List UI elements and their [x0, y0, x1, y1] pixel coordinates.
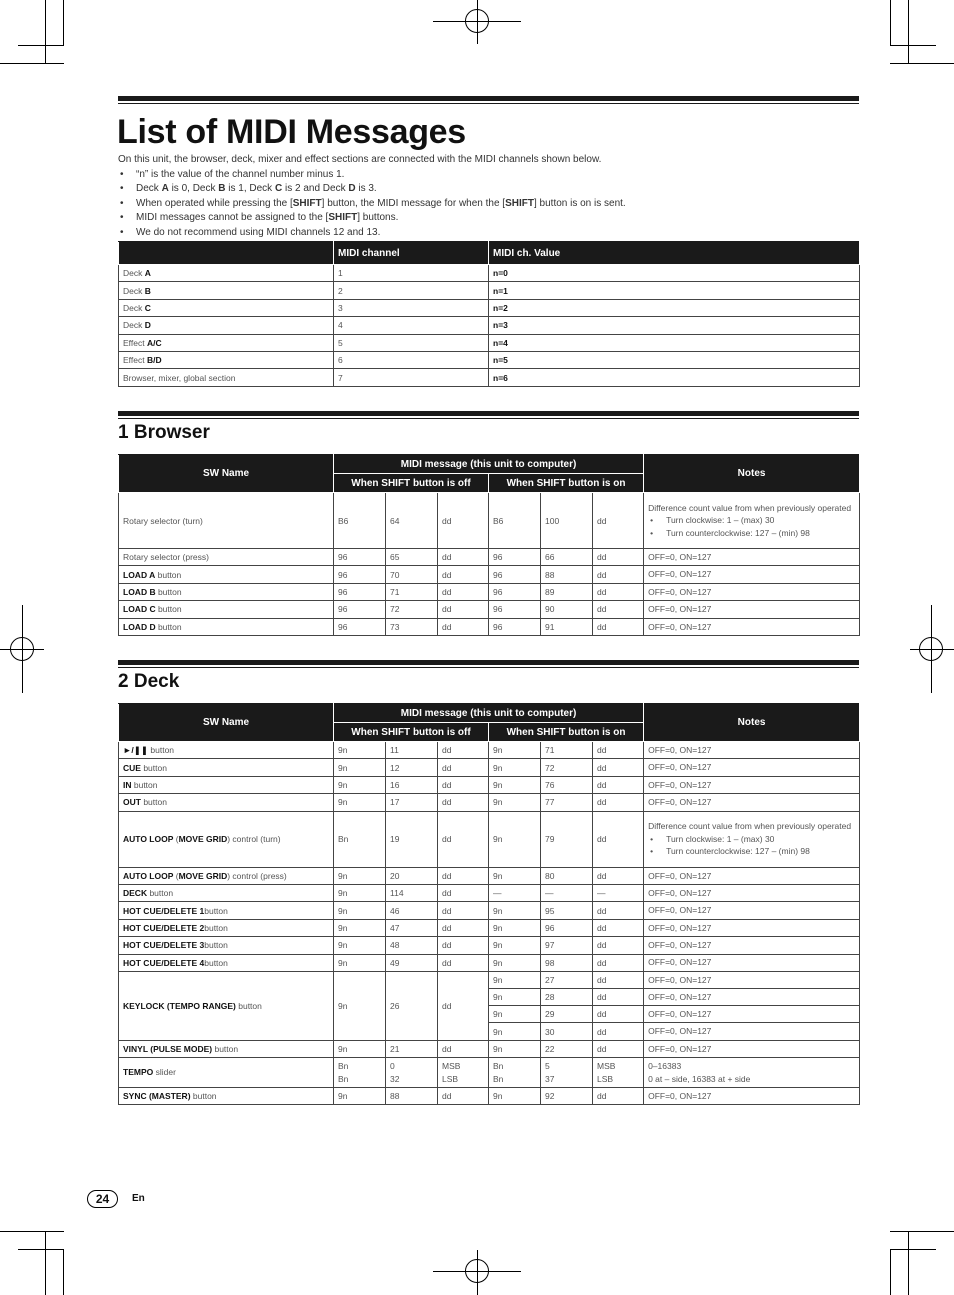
crop-mark	[890, 1249, 936, 1250]
crop-mark	[18, 1249, 64, 1250]
table-cell: 9n	[334, 971, 386, 1040]
crop-mark	[931, 605, 932, 693]
table-cell: 96	[489, 618, 541, 635]
notes-cell: OFF=0, ON=127	[644, 776, 860, 793]
table-row	[119, 369, 860, 386]
table-cell: 9n	[334, 759, 386, 776]
table-cell: 95	[541, 902, 593, 919]
table-cell: 16	[386, 776, 438, 793]
table-cell: dd	[438, 884, 489, 901]
intro-bullet: • MIDI messages cannot be assigned to the [SHIFT] buttons.	[118, 211, 859, 226]
column-header-shift-on: When SHIFT button is on	[489, 474, 644, 493]
table-cell: 12	[386, 759, 438, 776]
table-cell: 100	[541, 493, 593, 549]
table-cell: dd	[593, 919, 644, 936]
table-cell: Bn	[334, 811, 386, 867]
table-cell: 96	[489, 583, 541, 600]
table-cell: dd	[438, 794, 489, 811]
table-cell: dd	[593, 1006, 644, 1023]
notes-bullet: • Turn clockwise: 1 – (max) 30	[648, 833, 855, 846]
table-cell: 9n	[489, 971, 541, 988]
table-row	[119, 583, 860, 600]
table-cell: 9n	[489, 1088, 541, 1105]
column-header-midi-message: MIDI message (this unit to computer)	[334, 455, 644, 474]
table-row	[119, 742, 860, 759]
table-cell: 21	[386, 1040, 438, 1057]
table-row	[119, 937, 860, 954]
table-cell: 9n	[489, 794, 541, 811]
sw-name-cell: CUE button	[119, 759, 334, 776]
table-cell: 22	[541, 1040, 593, 1057]
midi-channel-table	[118, 241, 860, 387]
table-row	[119, 1040, 860, 1057]
table-row	[119, 971, 860, 988]
table-cell: dd	[438, 549, 489, 566]
table-cell: 3	[334, 299, 489, 316]
notes-bullet: • Turn clockwise: 1 – (max) 30	[648, 514, 855, 527]
table-cell: 88	[386, 1088, 438, 1105]
table-row	[119, 618, 860, 635]
sw-name-cell: LOAD A button	[119, 566, 334, 583]
column-header-shift-off: When SHIFT button is off	[334, 474, 489, 493]
column-header-midi-message: MIDI message (this unit to computer)	[334, 704, 644, 723]
sw-name-cell: IN button	[119, 776, 334, 793]
table-cell: dd	[593, 759, 644, 776]
sw-name-cell: Rotary selector (turn)	[119, 493, 334, 549]
table-row	[119, 549, 860, 566]
sw-name-cell: KEYLOCK (TEMPO RANGE) button	[119, 971, 334, 1040]
sw-name-cell: ►/❚❚ button	[119, 742, 334, 759]
table-cell: 26	[386, 971, 438, 1040]
table-cell: 9n	[334, 884, 386, 901]
table-cell: dd	[438, 776, 489, 793]
intro-bullet: • Deck A is 0, Deck B is 1, Deck C is 2 and Deck D is 3.	[118, 182, 859, 197]
table-cell: 9n	[489, 1040, 541, 1057]
table-row	[119, 794, 860, 811]
table-cell: dd	[438, 971, 489, 1040]
crop-mark	[890, 63, 954, 64]
channel-value-cell: n=0	[489, 265, 860, 282]
column-header-shift-off: When SHIFT button is off	[334, 723, 489, 742]
notes-cell: OFF=0, ON=127	[644, 794, 860, 811]
section-rule	[118, 411, 859, 419]
table-cell: B6	[489, 493, 541, 549]
table-cell: 91	[541, 618, 593, 635]
notes-cell: OFF=0, ON=127	[644, 618, 860, 635]
column-header-shift-on: When SHIFT button is on	[489, 723, 644, 742]
channel-name-cell: Deck A	[119, 265, 334, 282]
sw-name-cell: LOAD C button	[119, 601, 334, 618]
crop-mark	[0, 1231, 64, 1232]
table-cell: 9n	[334, 919, 386, 936]
crop-mark	[477, 0, 478, 44]
column-header-notes: Notes	[644, 704, 860, 742]
table-cell: 80	[541, 867, 593, 884]
table-cell: 65	[386, 549, 438, 566]
title-rule	[118, 96, 859, 104]
table-row	[119, 954, 860, 971]
notes-cell: OFF=0, ON=127	[644, 742, 860, 759]
channel-value-cell: n=2	[489, 299, 860, 316]
table-cell: dd	[438, 867, 489, 884]
table-cell: dd	[593, 1023, 644, 1040]
intro-section	[118, 153, 859, 240]
table-row	[119, 601, 860, 618]
column-header	[119, 242, 334, 265]
table-cell: dd	[438, 954, 489, 971]
table-row	[119, 566, 860, 583]
crop-mark	[63, 0, 64, 46]
table-cell: 72	[541, 759, 593, 776]
table-row	[119, 867, 860, 884]
table-cell: 76	[541, 776, 593, 793]
table-row	[119, 1058, 860, 1088]
channel-value-cell: n=5	[489, 351, 860, 368]
notes-cell: OFF=0, ON=127	[644, 583, 860, 600]
table-cell: dd	[438, 937, 489, 954]
table-row	[119, 282, 860, 299]
intro-lead: On this unit, the browser, deck, mixer and effect sections are connected with the MIDI channels shown below.	[118, 154, 602, 165]
table-cell: 46	[386, 902, 438, 919]
table-row	[119, 299, 860, 316]
page-number: 24	[87, 1190, 118, 1208]
section-heading-browser: 1 Browser	[118, 422, 210, 443]
table-cell: 92	[541, 1088, 593, 1105]
column-header: MIDI channel	[334, 242, 489, 265]
table-cell: 72	[386, 601, 438, 618]
notes-cell: OFF=0, ON=127	[644, 937, 860, 954]
notes-cell: OFF=0, ON=127	[644, 759, 860, 776]
intro-bullet: • “n” is the value of the channel number minus 1.	[118, 168, 859, 183]
table-row	[119, 811, 860, 867]
table-cell: dd	[593, 794, 644, 811]
table-cell: 9n	[489, 919, 541, 936]
table-cell: 48	[386, 937, 438, 954]
table-cell: 96	[541, 919, 593, 936]
table-cell: 9n	[489, 937, 541, 954]
table-cell: 9n	[489, 811, 541, 867]
notes-cell: OFF=0, ON=127	[644, 549, 860, 566]
column-header-notes: Notes	[644, 455, 860, 493]
table-cell: 96	[334, 618, 386, 635]
notes-cell: 0–16383 0 at – side, 16383 at + side	[644, 1058, 860, 1088]
notes-cell: OFF=0, ON=127	[644, 971, 860, 988]
crop-mark	[890, 1249, 891, 1295]
table-cell: dd	[438, 583, 489, 600]
table-cell: 9n	[489, 776, 541, 793]
sw-name-cell: AUTO LOOP (MOVE GRID) control (turn)	[119, 811, 334, 867]
section-rule	[118, 660, 859, 668]
table-row	[119, 884, 860, 901]
section-heading-deck: 2 Deck	[118, 671, 180, 692]
sw-name-cell: VINYL (PULSE MODE) button	[119, 1040, 334, 1057]
table-cell: B6	[334, 493, 386, 549]
browser-midi-table	[118, 454, 860, 636]
sw-name-cell: HOT CUE/DELETE 2button	[119, 919, 334, 936]
table-cell: 79	[541, 811, 593, 867]
table-cell: dd	[593, 776, 644, 793]
channel-name-cell: Browser, mixer, global section	[119, 369, 334, 386]
column-header-sw-name: SW Name	[119, 704, 334, 742]
notes-bullet: • Turn counterclockwise: 127 – (min) 98	[648, 527, 855, 540]
table-row	[119, 776, 860, 793]
table-cell: 9n	[489, 954, 541, 971]
crop-mark	[45, 1231, 46, 1295]
table-cell: dd	[438, 1088, 489, 1105]
table-cell: 90	[541, 601, 593, 618]
table-cell: dd	[438, 919, 489, 936]
sw-name-cell: OUT button	[119, 794, 334, 811]
table-cell: 71	[541, 742, 593, 759]
table-cell: 96	[334, 583, 386, 600]
crop-mark	[908, 1231, 909, 1295]
table-cell: dd	[593, 1088, 644, 1105]
table-cell: dd	[593, 618, 644, 635]
table-cell: 97	[541, 937, 593, 954]
table-cell: dd	[438, 742, 489, 759]
table-cell: 19	[386, 811, 438, 867]
notes-bullet: • Turn counterclockwise: 127 – (min) 98	[648, 845, 855, 858]
notes-cell: OFF=0, ON=127	[644, 919, 860, 936]
table-cell: —	[541, 884, 593, 901]
table-cell: dd	[438, 811, 489, 867]
channel-value-cell: n=1	[489, 282, 860, 299]
notes-cell: OFF=0, ON=127	[644, 884, 860, 901]
header-row	[119, 455, 860, 474]
table-cell: 88	[541, 566, 593, 583]
notes-cell: OFF=0, ON=127	[644, 566, 860, 583]
crop-mark	[890, 45, 936, 46]
channel-name-cell: Deck C	[119, 299, 334, 316]
table-cell: dd	[438, 902, 489, 919]
notes-bullet-list	[648, 514, 855, 539]
sw-name-cell: Rotary selector (press)	[119, 549, 334, 566]
crop-mark	[63, 1249, 64, 1295]
channel-table-header	[119, 242, 860, 265]
table-cell: 64	[386, 493, 438, 549]
table-row	[119, 1088, 860, 1105]
table-cell: 9n	[489, 989, 541, 1006]
table-row	[119, 759, 860, 776]
table-cell: 49	[386, 954, 438, 971]
table-cell: 5	[334, 334, 489, 351]
table-cell: dd	[593, 937, 644, 954]
table-cell: 98	[541, 954, 593, 971]
sw-name-cell: HOT CUE/DELETE 4button	[119, 954, 334, 971]
table-cell: —	[489, 884, 541, 901]
table-cell: 96	[489, 549, 541, 566]
notes-cell: OFF=0, ON=127	[644, 601, 860, 618]
table-row	[119, 493, 860, 549]
notes-cell: OFF=0, ON=127	[644, 1088, 860, 1105]
notes-cell: OFF=0, ON=127	[644, 1023, 860, 1040]
table-cell: Bn Bn	[489, 1058, 541, 1088]
channel-value-cell: n=6	[489, 369, 860, 386]
table-cell: 28	[541, 989, 593, 1006]
intro-bullet: • When operated while pressing the [SHIFT] button, the MIDI message for when the [SHIFT] button is on is sent.	[118, 197, 859, 212]
table-row	[119, 351, 860, 368]
crop-mark	[18, 45, 64, 46]
table-cell: 73	[386, 618, 438, 635]
table-cell: MSB LSB	[593, 1058, 644, 1088]
table-cell: 9n	[334, 794, 386, 811]
table-cell: dd	[593, 989, 644, 1006]
table-cell: 89	[541, 583, 593, 600]
notes-cell: OFF=0, ON=127	[644, 1040, 860, 1057]
channel-name-cell: Effect A/C	[119, 334, 334, 351]
table-cell: 9n	[489, 867, 541, 884]
intro-bullet: • We do not recommend using MIDI channels 12 and 13.	[118, 226, 859, 241]
table-cell: 9n	[334, 1088, 386, 1105]
channel-name-cell: Effect B/D	[119, 351, 334, 368]
sw-name-cell: AUTO LOOP (MOVE GRID) control (press)	[119, 867, 334, 884]
table-cell: 6	[334, 351, 489, 368]
table-row	[119, 317, 860, 334]
table-row	[119, 902, 860, 919]
table-cell: 96	[489, 601, 541, 618]
table-cell: dd	[593, 742, 644, 759]
crop-mark	[890, 0, 891, 46]
table-cell: 2	[334, 282, 489, 299]
table-cell: 9n	[334, 902, 386, 919]
crop-mark	[22, 605, 23, 693]
table-cell: dd	[593, 1040, 644, 1057]
sw-name-cell: LOAD B button	[119, 583, 334, 600]
table-cell: 5 37	[541, 1058, 593, 1088]
table-cell: 17	[386, 794, 438, 811]
table-cell: 9n	[334, 1040, 386, 1057]
table-cell: 96	[334, 566, 386, 583]
crop-mark	[910, 649, 954, 650]
channel-value-cell: n=4	[489, 334, 860, 351]
table-cell: dd	[593, 601, 644, 618]
table-cell: 9n	[489, 1023, 541, 1040]
table-row	[119, 334, 860, 351]
table-cell: 70	[386, 566, 438, 583]
crop-mark	[477, 1250, 478, 1295]
page-title: List of MIDI Messages	[117, 113, 466, 151]
table-cell: dd	[593, 493, 644, 549]
table-cell: 0 32	[386, 1058, 438, 1088]
table-cell: dd	[593, 811, 644, 867]
table-cell: 96	[489, 566, 541, 583]
table-cell: 20	[386, 867, 438, 884]
sw-name-cell: LOAD D button	[119, 618, 334, 635]
table-cell: 9n	[334, 776, 386, 793]
notes-cell: OFF=0, ON=127	[644, 902, 860, 919]
table-cell: dd	[593, 566, 644, 583]
table-cell: 27	[541, 971, 593, 988]
sw-name-cell: DECK button	[119, 884, 334, 901]
table-cell: 30	[541, 1023, 593, 1040]
notes-cell: OFF=0, ON=127	[644, 954, 860, 971]
table-cell: 29	[541, 1006, 593, 1023]
sw-name-cell: HOT CUE/DELETE 1button	[119, 902, 334, 919]
table-row	[119, 919, 860, 936]
table-cell: dd	[593, 867, 644, 884]
table-cell: 96	[334, 549, 386, 566]
table-cell: 77	[541, 794, 593, 811]
table-cell: dd	[593, 902, 644, 919]
channel-name-cell: Deck D	[119, 317, 334, 334]
table-cell: dd	[438, 566, 489, 583]
table-cell: dd	[438, 493, 489, 549]
table-cell: dd	[593, 549, 644, 566]
table-cell: 96	[334, 601, 386, 618]
crop-mark	[908, 0, 909, 64]
header-row	[119, 704, 860, 723]
deck-midi-table	[118, 703, 860, 1105]
intro-bullet-list	[118, 168, 859, 241]
channel-value-cell: n=3	[489, 317, 860, 334]
notes-bullet-list	[648, 833, 855, 858]
notes-cell: OFF=0, ON=127	[644, 1006, 860, 1023]
table-cell: dd	[593, 971, 644, 988]
notes-cell: OFF=0, ON=127	[644, 989, 860, 1006]
crop-mark	[45, 0, 46, 64]
table-cell: 9n	[334, 954, 386, 971]
notes-cell: Difference count value from when previously operated • Turn clockwise: 1 – (max) 30 • Turn counterclockwise: 127 – (min) 98	[644, 811, 860, 867]
table-cell: dd	[593, 954, 644, 971]
crop-mark	[0, 63, 64, 64]
column-header-sw-name: SW Name	[119, 455, 334, 493]
table-cell: Bn Bn	[334, 1058, 386, 1088]
table-cell: dd	[438, 1040, 489, 1057]
table-cell: 9n	[334, 937, 386, 954]
table-cell: 9n	[489, 902, 541, 919]
sw-name-cell: TEMPO slider	[119, 1058, 334, 1088]
table-cell: 7	[334, 369, 489, 386]
table-cell: 11	[386, 742, 438, 759]
column-header: MIDI ch. Value	[489, 242, 860, 265]
table-cell: 4	[334, 317, 489, 334]
table-cell: MSB LSB	[438, 1058, 489, 1088]
table-cell: dd	[438, 759, 489, 776]
table-cell: 114	[386, 884, 438, 901]
table-cell: 47	[386, 919, 438, 936]
table-cell: 9n	[334, 742, 386, 759]
table-cell: 66	[541, 549, 593, 566]
table-cell: 9n	[489, 742, 541, 759]
channel-name-cell: Deck B	[119, 282, 334, 299]
notes-cell: OFF=0, ON=127	[644, 867, 860, 884]
table-cell: 1	[334, 265, 489, 282]
table-cell: dd	[438, 618, 489, 635]
page-language: En	[132, 1193, 145, 1204]
crop-mark	[890, 1231, 954, 1232]
table-cell: dd	[593, 583, 644, 600]
table-cell: —	[593, 884, 644, 901]
table-cell: 9n	[334, 867, 386, 884]
table-cell: 71	[386, 583, 438, 600]
table-cell: dd	[438, 601, 489, 618]
table-cell: 9n	[489, 1006, 541, 1023]
sw-name-cell: HOT CUE/DELETE 3button	[119, 937, 334, 954]
table-cell: 9n	[489, 759, 541, 776]
table-row	[119, 265, 860, 282]
sw-name-cell: SYNC (MASTER) button	[119, 1088, 334, 1105]
notes-cell: Difference count value from when previously operated • Turn clockwise: 1 – (max) 30 • Turn counterclockwise: 127 – (min) 98	[644, 493, 860, 549]
